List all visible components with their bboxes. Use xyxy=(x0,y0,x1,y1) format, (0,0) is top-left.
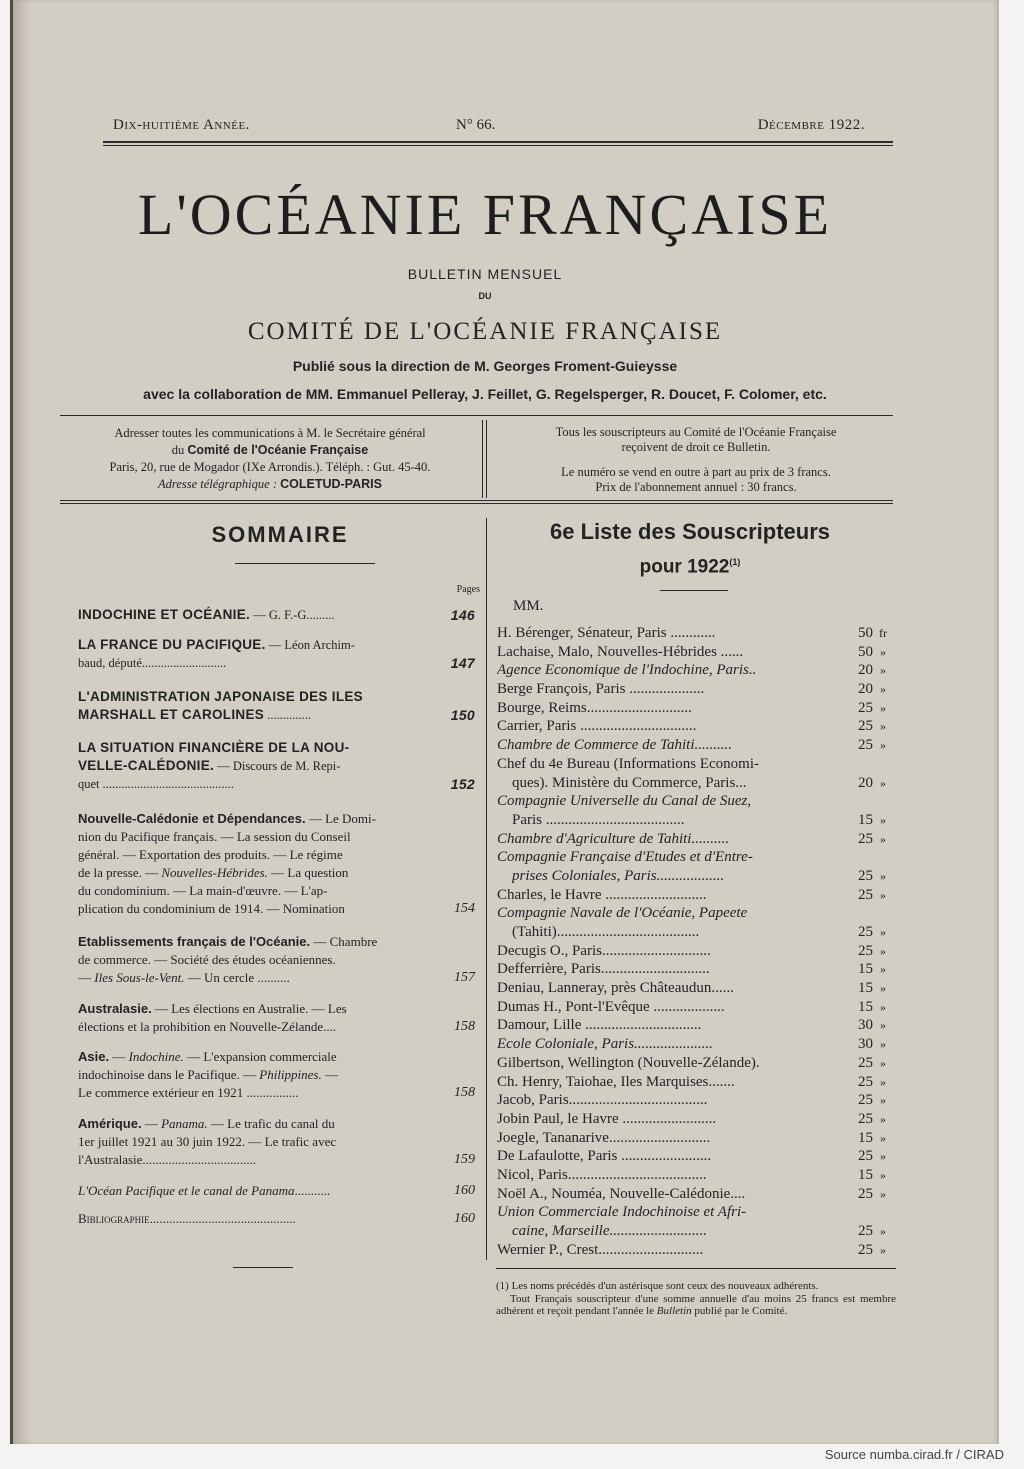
issue-number: N° 66. xyxy=(456,117,496,133)
subscriber-unit: fr xyxy=(879,626,887,640)
sommaire-rule xyxy=(235,563,375,564)
subscriber-row xyxy=(497,1129,897,1148)
toc-entry-indochine: 146 INDOCHINE ET OCÉANIE. — G. F.-G......... xyxy=(78,607,475,623)
subscriber-name: Ch. Henry, Taiohae, Iles Marquises....... xyxy=(497,1073,735,1090)
subscriber-name: Wernier P., Crest............................ xyxy=(497,1241,704,1258)
subscriber-row xyxy=(497,1203,897,1222)
subscriber-amount: 25 xyxy=(858,1148,873,1165)
contact-line-4: Adresse télégraphique : COLETUD-PARIS xyxy=(158,477,382,491)
subscription-info xyxy=(496,425,896,495)
subscriber-row xyxy=(497,867,897,886)
binding-shadow xyxy=(13,0,31,1444)
subscriber-row xyxy=(497,1016,897,1035)
subscriber-amount: 25 xyxy=(858,699,873,716)
toc-entry-australasie: Australasie. — Les élections en Australie. — Les 158 élections et la prohibition en Nouvelle-Zélande.... xyxy=(78,1001,475,1034)
masthead-direction: Publié sous la direction de M. Georges Froment-Guieysse xyxy=(292,358,678,374)
subscriber-row xyxy=(497,661,897,680)
subscriber-unit: » xyxy=(880,1111,886,1126)
subscriber-row xyxy=(497,1166,897,1185)
subscriber-name: Bourge, Reims............................ xyxy=(497,699,692,716)
subscriber-unit: » xyxy=(880,1167,886,1182)
subscriber-row xyxy=(497,1073,897,1092)
subscriber-unit: » xyxy=(880,831,886,846)
info-divider xyxy=(482,420,483,498)
subscriber-unit: » xyxy=(880,644,886,659)
subscriber-row xyxy=(497,979,897,998)
subscriber-name: Agence Economique de l'Indochine, Paris.. xyxy=(497,662,757,679)
subscriber-row xyxy=(497,960,897,979)
toc-entry-bibliographie: 160 Bibliographie............................................. xyxy=(78,1211,475,1226)
subscriber-unit: » xyxy=(880,887,886,902)
subscriber-amount: 25 xyxy=(858,867,873,884)
subscriber-name: Decugis O., Paris............................. xyxy=(497,942,711,959)
subscriber-name: Paris ..................................... xyxy=(512,811,685,828)
subscriber-amount: 20 xyxy=(858,774,873,791)
subscriber-name: H. Bérenger, Sénateur, Paris ............ xyxy=(497,625,716,641)
subscriber-row xyxy=(497,699,897,718)
subscriber-row xyxy=(497,1222,897,1241)
contact-line-3: Paris, 20, rue de Mogador (IXe Arrondis.). Téléph. : Gut. 45-40. xyxy=(109,460,431,474)
subscriber-amount: 15 xyxy=(858,980,873,997)
subscriber-amount: 25 xyxy=(858,1092,873,1109)
subscriber-unit: » xyxy=(880,943,886,958)
subscriber-row xyxy=(497,680,897,699)
subscriber-unit: » xyxy=(880,1186,886,1201)
issue-year: Dix-huitième Année. xyxy=(113,117,250,133)
subscriber-name: Jacob, Paris..................................... xyxy=(497,1092,708,1109)
column-divider xyxy=(486,518,487,1260)
subscriber-name: Union Commerciale Indochinoise et Afri- xyxy=(497,1204,747,1221)
subscriber-row xyxy=(497,736,897,755)
subscriber-row xyxy=(497,923,897,942)
subscriber-name: Jobin Paul, le Havre ......................... xyxy=(497,1110,717,1127)
subscription-line-1: Tous les souscripteurs au Comité de l'Océanie Française xyxy=(555,425,837,439)
subscriber-unit: » xyxy=(880,700,886,715)
subscriber-amount: 25 xyxy=(858,942,873,959)
subscriber-row xyxy=(497,624,897,643)
subscriber-name: Gilbertson, Wellington (Nouvelle-Zélande). xyxy=(497,1054,760,1071)
subscriber-amount: 25 xyxy=(858,1073,873,1090)
toc-entry-amerique: Amérique. — Panama. — Le trafic du canal du 1er juillet 1921 au 30 juin 1922. — Le trafic avec 159 l'Australasie................................... xyxy=(78,1116,475,1167)
sommaire-title: SOMMAIRE xyxy=(211,522,349,547)
subscriber-amount: 30 xyxy=(858,1017,873,1034)
subscriber-name: De Lafaulotte, Paris ........................ xyxy=(497,1148,712,1165)
toc-entry-administration-japonaise: L'ADMINISTRATION JAPONAISE DES ILES 150 MARSHALL ET CAROLINES .............. xyxy=(78,689,475,723)
subscriber-amount: 25 xyxy=(858,1185,873,1202)
subscriber-name: Deniau, Lanneray, près Châteaudun...... xyxy=(497,980,734,997)
subscriber-unit: » xyxy=(880,1074,886,1089)
subscriber-row xyxy=(497,904,897,923)
subscriber-name: Damour, Lille ............................... xyxy=(497,1017,702,1034)
subscriber-unit: » xyxy=(880,1242,886,1257)
subscriber-row xyxy=(497,755,897,774)
subscribers-list xyxy=(497,624,897,1259)
subscriber-row xyxy=(497,1091,897,1110)
subscriber-unit: » xyxy=(880,1224,886,1238)
subscriber-amount: 25 xyxy=(858,886,873,903)
subscriber-unit: » xyxy=(880,1149,886,1164)
info-bottom-rule-2 xyxy=(60,503,893,504)
subscriber-unit: » xyxy=(880,1037,886,1052)
subscribers-rule xyxy=(660,590,728,591)
subscriber-amount: 50 xyxy=(858,643,873,660)
subscriber-unit: » xyxy=(880,868,886,883)
subscriber-amount: 30 xyxy=(858,1036,873,1053)
contact-line-1: Adresser toutes les communications à M. le Secrétaire général xyxy=(114,426,426,440)
subscriber-unit: » xyxy=(880,1130,886,1145)
subscriber-row xyxy=(497,942,897,961)
info-divider-2 xyxy=(486,420,487,498)
subscriber-name: Chef du 4e Bureau (Informations Economi- xyxy=(497,755,760,772)
masthead-committee: COMITÉ DE L'OCÉANIE FRANÇAISE xyxy=(247,318,723,345)
subscriber-unit: » xyxy=(880,812,886,827)
subscriber-name: Chambre d'Agriculture de Tahiti.......... xyxy=(497,830,729,847)
subscriber-amount: 25 xyxy=(858,1110,873,1127)
subscriber-name: caine, Marseille.......................... xyxy=(512,1223,707,1239)
footnote xyxy=(496,1280,896,1318)
subscriber-name: Charles, le Havre ........................... xyxy=(497,886,707,903)
subscriber-unit: » xyxy=(880,1093,886,1108)
subscriber-amount: 25 xyxy=(858,718,873,735)
subscriber-row xyxy=(497,886,897,905)
subscriber-unit: » xyxy=(880,1018,886,1033)
subscriber-name: Noël A., Nouméa, Nouvelle-Calédonie.... xyxy=(497,1185,746,1202)
subscriber-row xyxy=(497,1054,897,1073)
subscriber-row xyxy=(497,792,897,811)
footnote-asterisk: (1) Les noms précédés d'un astérisque sont ceux des nouveaux adhérents. xyxy=(496,1280,819,1292)
subscribers-title: 6e Liste des Souscripteurs xyxy=(550,519,830,544)
subscriber-unit: » xyxy=(880,682,886,697)
subscriber-name: Carrier, Paris ............................... xyxy=(497,718,697,735)
contact-line-2: du Comité de l'Océanie Française xyxy=(171,443,369,457)
toc-entry-etablissements: Etablissements français de l'Océanie. — Chambre de commerce. — Société des études océaniennes. 157 — Iles Sous-le-Vent. — Un cercle .......... xyxy=(78,934,475,985)
info-bottom-rule xyxy=(60,500,893,501)
subscriber-name: Dumas H., Pont-l'Evêque ................... xyxy=(497,998,725,1015)
subscriber-unit: » xyxy=(880,775,886,790)
sommaire-end-rule xyxy=(233,1267,293,1268)
subscriber-amount: 25 xyxy=(858,1223,873,1239)
subscriber-unit: » xyxy=(880,962,886,977)
subscriber-amount: 25 xyxy=(858,1054,873,1071)
header-rule-thin xyxy=(103,145,893,146)
info-top-rule xyxy=(60,415,893,416)
subscriber-row xyxy=(497,774,897,793)
subscriber-row xyxy=(497,811,897,830)
subscribers-mm: MM. xyxy=(513,598,544,614)
toc-entry-situation-financiere: LA SITUATION FINANCIÈRE DE LA NOU- VELLE-CALÉDONIE. — Discours de M. Repi- 152 quet .......................................... xyxy=(78,740,475,792)
subscription-line-4: Prix de l'abonnement annuel : 30 francs. xyxy=(595,480,797,494)
subscriber-row xyxy=(497,1147,897,1166)
masthead-subtitle: BULLETIN MENSUEL xyxy=(407,266,563,282)
subscriber-amount: 15 xyxy=(858,961,873,978)
toc-entry-nouvelle-caledonie: Nouvelle-Calédonie et Dépendances. — Le Domi- nion du Pacifique français. — La session du Conseil général. — Exportation des produits. — Le régime de la presse. — Nouvelles-Hébrides. — La question du condominium. — La main-d'œuvre. — L'ap- 154 plication du condominium de 1914. — Nomination xyxy=(78,811,475,916)
subscriber-amount: 50 xyxy=(858,625,873,641)
subscriber-name: ques). Ministère du Commerce, Paris... xyxy=(512,774,747,791)
masthead-title: L'OCÉANIE FRANÇAISE xyxy=(137,182,833,247)
subscriber-name: Ecole Coloniale, Paris..................... xyxy=(497,1036,713,1053)
masthead-du: DU xyxy=(478,291,492,301)
subscriber-amount: 15 xyxy=(858,1129,873,1146)
subscriber-name: Nicol, Paris..................................... xyxy=(497,1166,707,1183)
subscriber-amount: 15 xyxy=(858,1166,873,1183)
subscriber-amount: 25 xyxy=(858,1241,873,1258)
toc-entry-asie: Asie. — Indochine. — L'expansion commerciale indochinoise dans le Pacifique. — Philippines. — 158 Le commerce extérieur en 1921 ................ xyxy=(78,1049,475,1100)
footnote-membership: Tout Français souscripteur d'une somme annuelle d'au moins 25 francs est membre adhérent et reçoit pendant l'année le Bulletin publié par le Comité. xyxy=(496,1292,896,1317)
subscriber-unit: » xyxy=(880,719,886,734)
subscriber-unit: » xyxy=(880,925,886,939)
subscriber-amount: 25 xyxy=(858,924,873,940)
subscriber-row xyxy=(497,1035,897,1054)
subscriber-row xyxy=(497,848,897,867)
subscriber-unit: » xyxy=(880,738,886,753)
subscriber-amount: 15 xyxy=(858,998,873,1015)
subscriber-row xyxy=(497,1110,897,1129)
subscriber-name: prises Coloniales, Paris.................. xyxy=(512,867,725,884)
masthead-collaboration: avec la collaboration de MM. Emmanuel Pelleray, J. Feillet, G. Regelsperger, R. Doucet, F. Colomer, etc. xyxy=(143,386,827,402)
issue-date: Décembre 1922. xyxy=(757,117,865,133)
contact-info xyxy=(60,425,480,493)
header-rule xyxy=(103,141,893,143)
subscriber-name: Lachaise, Malo, Nouvelles-Hébrides ...... xyxy=(497,643,744,660)
subscriber-name: Compagnie Navale de l'Océanie, Papeete xyxy=(497,905,748,922)
toc-entry-france-pacifique: LA FRANCE DU PACIFIQUE. — Léon Archim- 147 baud, député........................... xyxy=(78,637,475,671)
subscriber-name: Defferrière, Paris............................. xyxy=(497,961,710,978)
subscriber-row xyxy=(497,643,897,662)
subscriber-row xyxy=(497,717,897,736)
pages-label: Pages xyxy=(456,584,480,595)
subscriber-row xyxy=(497,998,897,1017)
subscriber-row xyxy=(497,830,897,849)
subscriber-row xyxy=(497,1185,897,1204)
subscriber-unit: » xyxy=(880,663,886,678)
subscriber-unit: » xyxy=(880,981,886,996)
subscriber-name: (Tahiti)...................................... xyxy=(512,924,700,940)
subscriber-name: Compagnie Française d'Etudes et d'Entre- xyxy=(497,849,753,866)
subscription-line-2: reçoivent de droit ce Bulletin. xyxy=(621,440,771,454)
subscription-line-3: Le numéro se vend en outre à part au prix de 3 francs. xyxy=(561,465,831,479)
subscribers-year: pour 1922$^{(1)}$ xyxy=(639,556,741,578)
subscriber-name: Compagnie Universelle du Canal de Suez, xyxy=(497,793,752,810)
toc-entry-ocean-pacifique: 160 L'Océan Pacifique et le canal de Panama........... xyxy=(78,1183,475,1198)
subscriber-unit: » xyxy=(880,999,886,1014)
subscriber-row xyxy=(497,1241,897,1260)
subscriber-amount: 20 xyxy=(858,681,873,698)
subscriber-amount: 25 xyxy=(858,737,873,754)
subscriber-amount: 15 xyxy=(858,811,873,828)
subscriber-name: Joegle, Tananarive........................... xyxy=(497,1129,711,1146)
subscriber-name: Chambre de Commerce de Tahiti.......... xyxy=(497,737,732,754)
subscriber-amount: 25 xyxy=(858,830,873,847)
footnote-rule xyxy=(496,1268,896,1269)
subscriber-amount: 20 xyxy=(858,662,873,679)
subscriber-name: Berge François, Paris .................... xyxy=(497,681,705,698)
source-credit: Source numba.cirad.fr / CIRAD xyxy=(824,1447,1004,1462)
subscriber-unit: » xyxy=(880,1055,886,1070)
